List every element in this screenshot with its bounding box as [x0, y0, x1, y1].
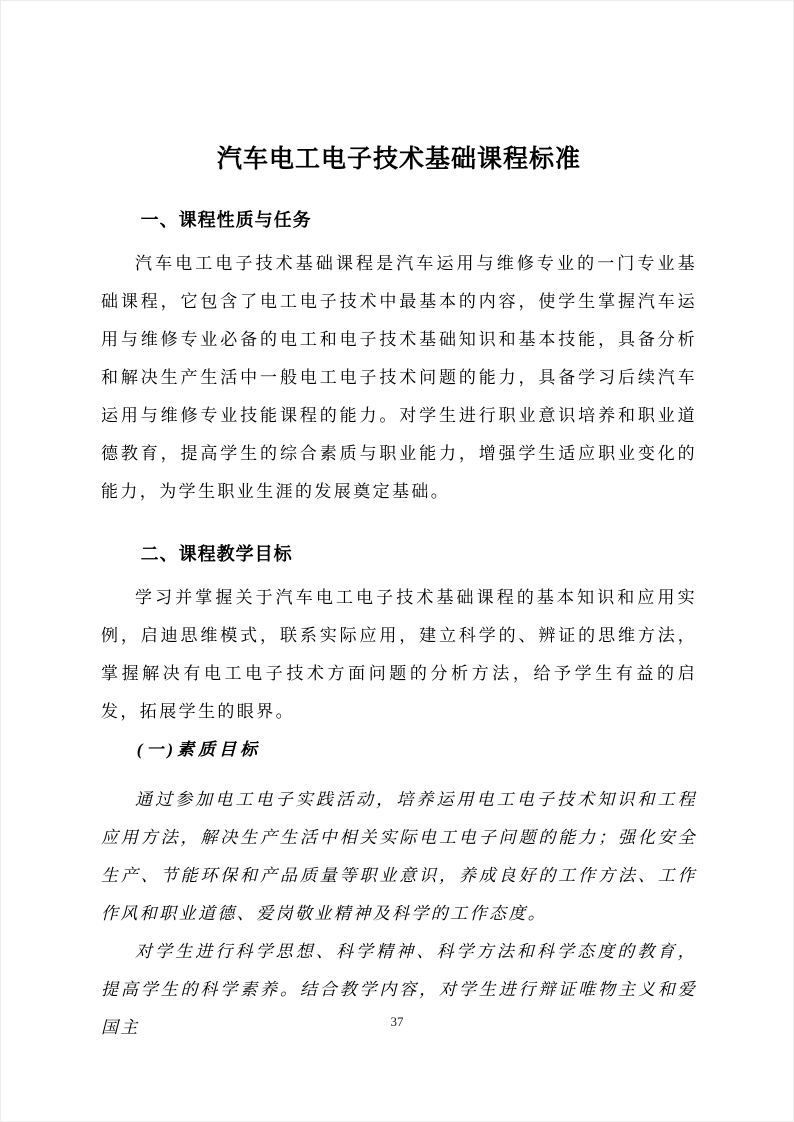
document-body: [101, 143, 697, 1047]
section-heading-1: 一、课程性质与任务: [140, 210, 312, 230]
subsection-paragraph-2: 对学生进行科学思想、科学精神、科学方法和科学态度的教育，提高学生的科学素养。结合教学内容，对学生进行辩证唯物主义和爱国主: [101, 942, 697, 1037]
section-2-paragraph: 学习并掌握关于汽车电工电子技术基础课程的基本知识和应用实例，启迪思维模式，联系实际应用，建立科学的、辨证的思维方法，掌握解决有电工电子技术方面问题的分析方法，给予学生有益的启发，拓展学生的眼界。: [101, 588, 697, 721]
subsection-heading-quality-goals: (一)素质目标: [136, 740, 262, 759]
page-title: 汽车电工电子技术基础课程标准: [216, 146, 581, 173]
section-1-paragraph: 汽车电工电子技术基础课程是汽车运用与维修专业的一门专业基础课程，它包含了电工电子技术中最基本的内容，使学生掌握汽车运用与维修专业必备的电工和电子技术基础知识和基本技能，具备分析和解决生产生活中一般电工电子技术问题的能力，具备学习后续汽车运用与维修专业技能课程的能力。对学生进行职业意识培养和职业道德教育，提高学生的综合素质与职业能力，增强学生适应职业变化的能力，为学生职业生涯的发展奠定基础。: [101, 254, 697, 501]
section-heading-2: 二、课程教学目标: [140, 544, 293, 564]
subsection-paragraph-1: 通过参加电工电子实践活动，培养运用电工电子技术知识和工程应用方法，解决生产生活中相关实际电工电子问题的能力；强化安全生产、节能环保和产品质量等职业意识，养成良好的工作方法、工作作风和职业道德、爱岗敬业精神及科学的工作态度。: [101, 790, 697, 923]
page-number: 37: [390, 1014, 404, 1029]
